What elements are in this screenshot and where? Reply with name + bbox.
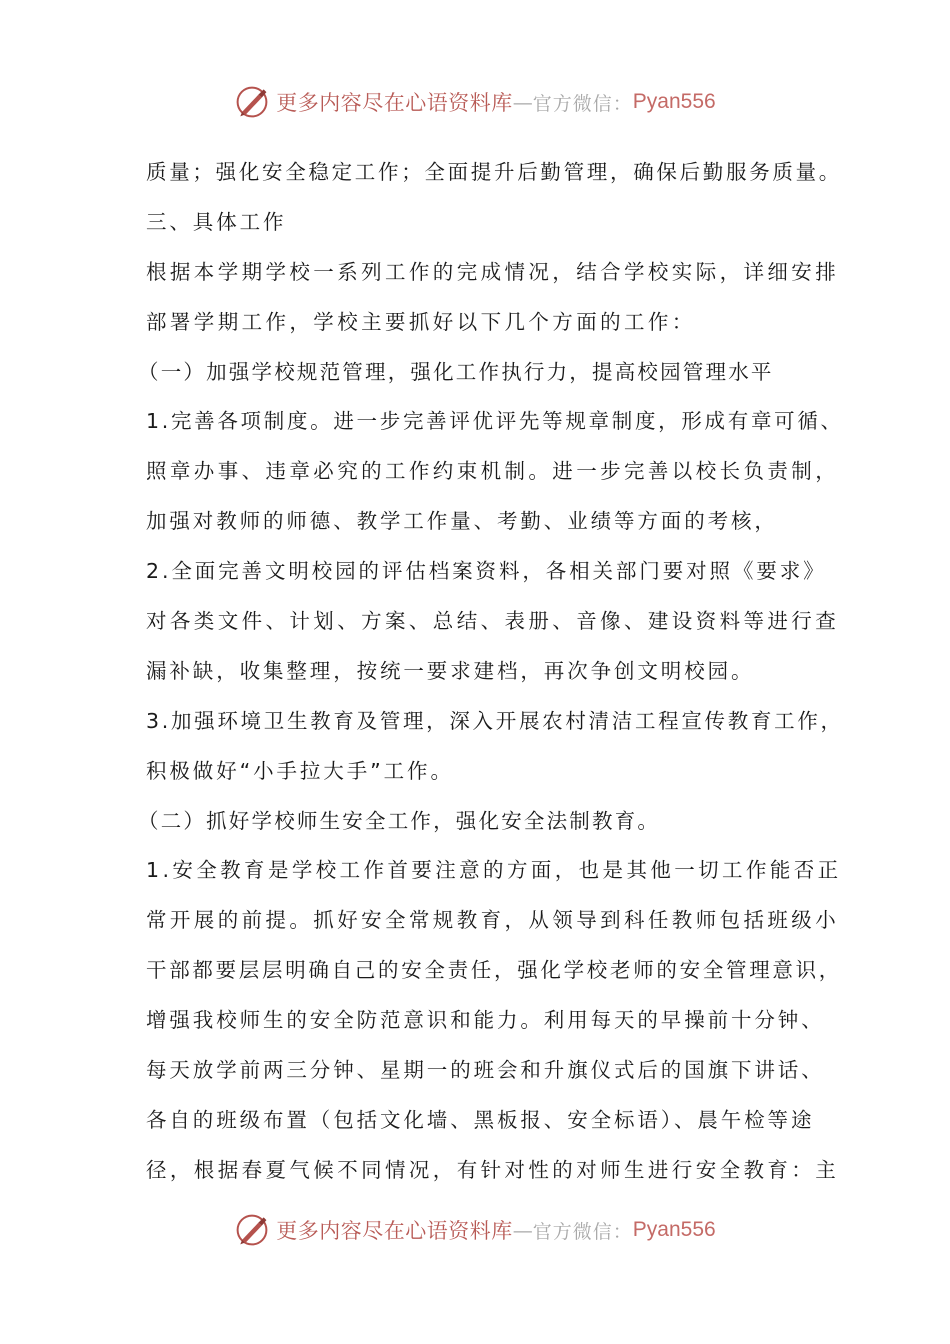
section-heading: 三、具体工作 <box>146 209 287 234</box>
pen-logo-icon <box>234 1212 270 1248</box>
footer-separator: — <box>512 1218 533 1242</box>
paragraph-line: 积极做好“小手拉大手”工作。 <box>146 758 454 783</box>
paragraph-line: 对各类文件、计划、方案、总结、表册、音像、建设资料等进行查 <box>146 609 840 634</box>
footer-brand-text: 更多内容尽在心语资料库 <box>276 1219 513 1243</box>
paragraph-line: 每天放学前两三分钟、星期一的班会和升旗仪式后的国旗下讲话、 <box>146 1058 825 1083</box>
paragraph-line: 加强对教师的师德、教学工作量、考勤、业绩等方面的考核， <box>146 509 778 534</box>
paragraph-line: 径，根据春夏气候不同情况，有针对性的对师生进行安全教育：主 <box>146 1157 840 1182</box>
footer-wechat-id: Pyan556 <box>632 1218 716 1241</box>
paragraph-line: 增强我校师生的安全防范意识和能力。利用每天的早操前十分钟、 <box>146 1008 825 1033</box>
pen-logo-icon <box>234 84 270 120</box>
paragraph-line: 质量；强化安全稳定工作；全面提升后勤管理，确保后勤服务质量。 <box>146 160 842 184</box>
paragraph-line: 常开展的前提。抓好安全常规教育，从领导到科任教师包括班级小 <box>146 908 840 933</box>
footer-wechat-label: 官方微信： <box>532 1220 633 1243</box>
footer-watermark <box>0 1208 950 1252</box>
paragraph-line: 部署学期工作，学校主要抓好以下几个方面的工作： <box>146 309 696 334</box>
paragraph-line: 1.安全教育是学校工作首要注意的方面，也是其他一切工作能否正 <box>146 858 842 883</box>
subsection-heading: （一）加强学校规范管理，强化工作执行力，提高校园管理水平 <box>138 359 774 384</box>
paragraph-line: 2.全面完善文明校园的评估档案资料，各相关部门要对照《要求》 <box>146 559 827 584</box>
header-watermark <box>0 80 950 124</box>
paragraph-line: 3.加强环境卫生教育及管理，深入开展农村清洁工程宣传教育工作， <box>146 708 844 733</box>
document-body <box>138 150 844 1198</box>
paragraph-line: 根据本学期学校一系列工作的完成情况，结合学校实际，详细安排 <box>146 259 840 284</box>
header-separator: — <box>512 90 533 114</box>
paragraph-line: 漏补缺，收集整理，按统一要求建档，再次争创文明校园。 <box>146 658 755 683</box>
paragraph-line: 照章办事、违章必究的工作约束机制。进一步完善以校长负责制， <box>146 459 840 484</box>
subsection-heading: （二）抓好学校师生安全工作，强化安全法制教育。 <box>138 808 661 833</box>
header-wechat-id: Pyan556 <box>632 90 716 113</box>
header-wechat-label: 官方微信： <box>532 92 633 115</box>
paragraph-line: 干部都要层层明确自己的安全责任，强化学校老师的安全管理意识， <box>146 958 842 983</box>
header-brand-text: 更多内容尽在心语资料库 <box>276 91 513 115</box>
paragraph-line: 1.完善各项制度。进一步完善评优评先等规章制度，形成有章可循、 <box>146 409 844 434</box>
paragraph-line: 各自的班级布置（包括文化墙、黑板报、安全标语）、晨午检等途 <box>146 1107 815 1132</box>
